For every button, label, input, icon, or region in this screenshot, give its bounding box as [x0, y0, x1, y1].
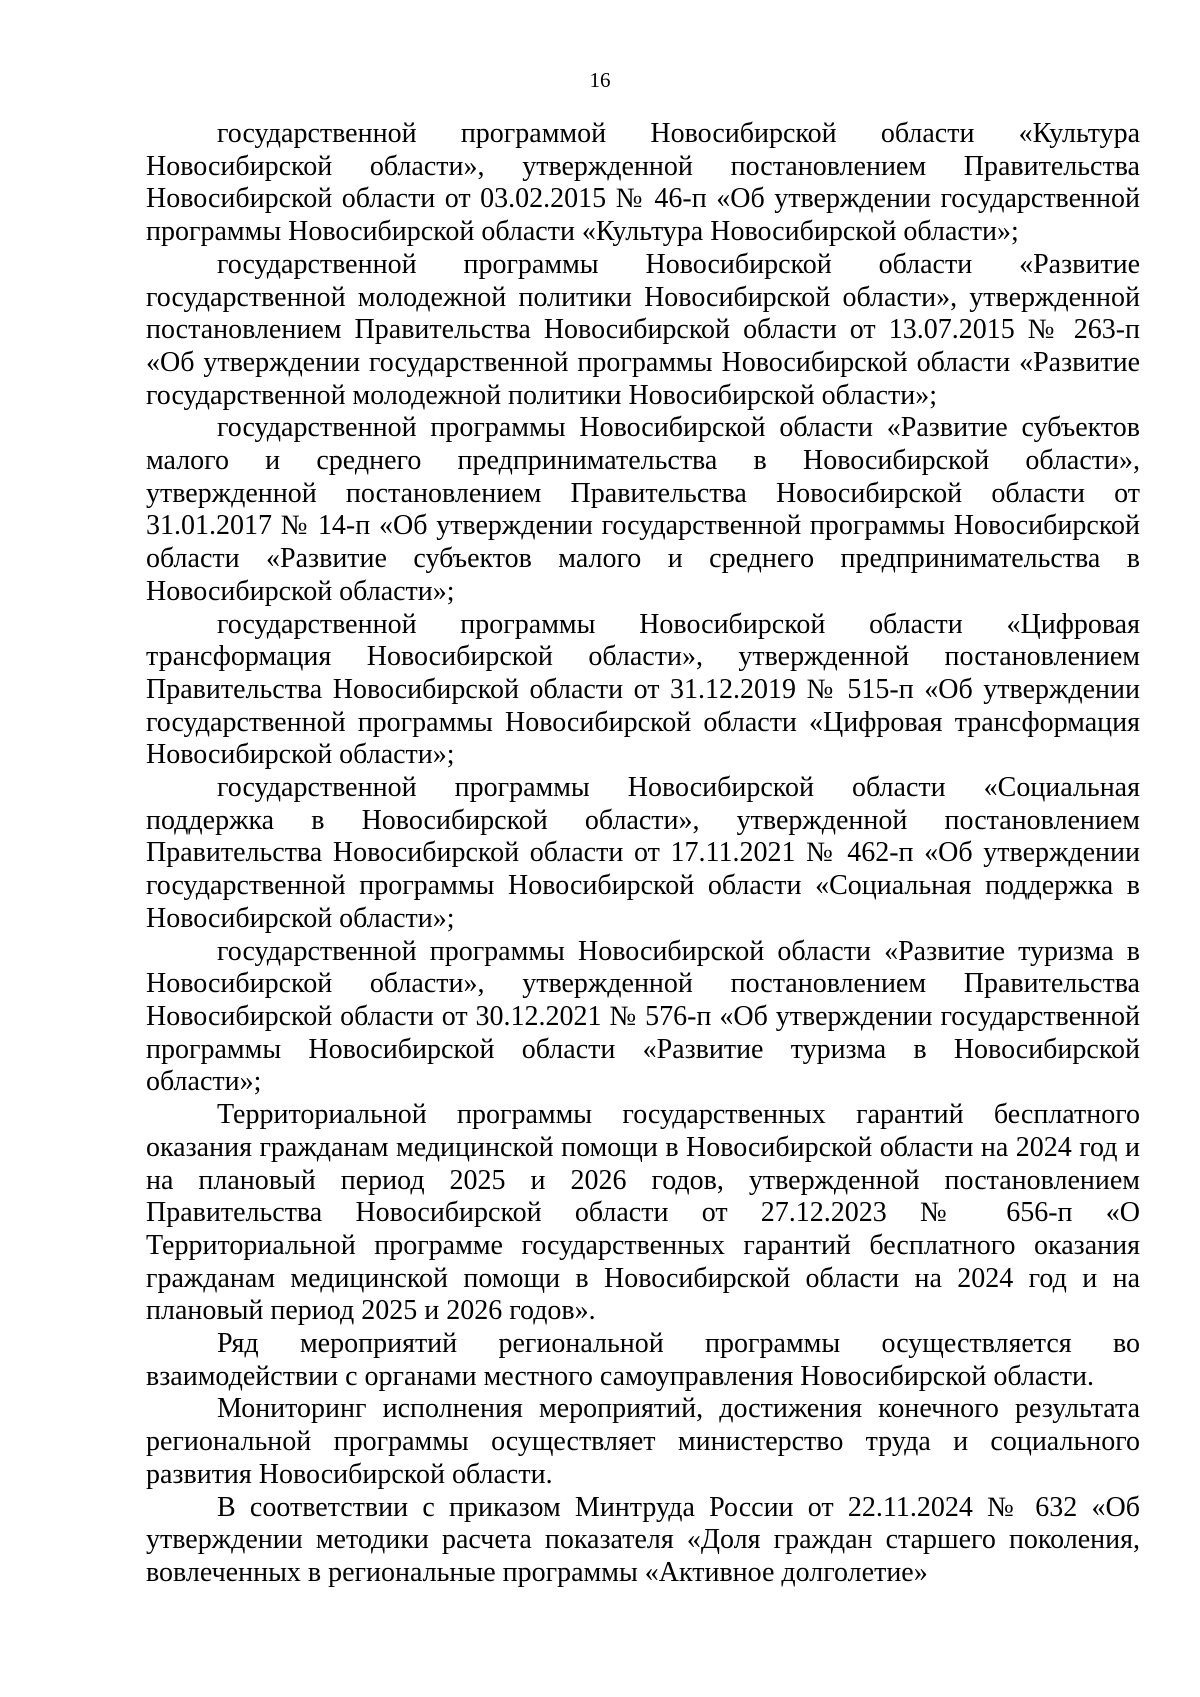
paragraph-small-business-program: государственной программы Новосибирской области «Развитие субъектов малого и среднего предпринимательства в Новосибирской области», утвержденной постановлением Правительства Новосибирской области от 31.01.2017 № 14-п «Об утверждении государственной программы Новосибирской области «Развитие субъектов малого и среднего предпринимательства в Новосибирской области»;	[146, 412, 1140, 607]
paragraph-local-government-cooperation: Ряд мероприятий региональной программы осуществляется во взаимодействии с органами местного самоуправления Новосибирской области.	[146, 1328, 1140, 1392]
paragraph-digital-transformation-program: государственной программы Новосибирской области «Цифровая трансформация Новосибирской области», утвержденной постановлением Правительства Новосибирской области от 31.12.2019 № 515-п «Об утверждении государственной программы Новосибирской области «Цифровая трансформация Новосибирской области»;	[146, 608, 1140, 771]
document-body	[146, 118, 1140, 1590]
paragraph-medical-guarantees-program: Территориальной программы государственных гарантий бесплатного оказания гражданам медицинской помощи в Новосибирской области на 2024 год и на плановый период 2025 и 2026 годов, утвержденной постановлением Правительства Новосибирской области от 27.12.2023 № 656-п «О Территориальной программе государственных гарантий бесплатного оказания гражданам медицинской помощи в Новосибирской области на 2024 год и на плановый период 2025 и 2026 годов».	[146, 1099, 1140, 1327]
paragraph-culture-program: государственной программой Новосибирской области «Культура Новосибирской области», утвержденной постановлением Правительства Новосибирской области от 03.02.2015 № 46-п «Об утверждении государственной программы Новосибирской области «Культура Новосибирской области»;	[146, 118, 1140, 248]
paragraph-youth-policy-program: государственной программы Новосибирской области «Развитие государственной молодежной политики Новосибирской области», утвержденной постановлением Правительства Новосибирской области от 13.07.2015 № 263-п «Об утверждении государственной программы Новосибирской области «Развитие государственной молодежной политики Новосибирской области»;	[146, 248, 1140, 411]
paragraph-monitoring: Мониторинг исполнения мероприятий, достижения конечного результата региональной программы осуществляет министерство труда и социального развития Новосибирской области.	[146, 1393, 1140, 1490]
paragraph-tourism-program: государственной программы Новосибирской области «Развитие туризма в Новосибирской области», утвержденной постановлением Правительства Новосибирской области от 30.12.2021 № 576-п «Об утверждении государственной программы Новосибирской области «Развитие туризма в Новосибирской области»;	[146, 935, 1140, 1098]
paragraph-mintrud-order: В соответствии с приказом Минтруда России от 22.11.2024 № 632 «Об утверждении методики расчета показателя «Доля граждан старшего поколения, вовлеченных в региональные программы «Активное долголетие»	[146, 1491, 1140, 1588]
page-number: 16	[589, 68, 611, 92]
paragraph-social-support-program: государственной программы Новосибирской области «Социальная поддержка в Новосибирской области», утвержденной постановлением Правительства Новосибирской области от 17.11.2021 № 462-п «Об утверждении государственной программы Новосибирской области «Социальная поддержка в Новосибирской области»;	[146, 772, 1140, 934]
